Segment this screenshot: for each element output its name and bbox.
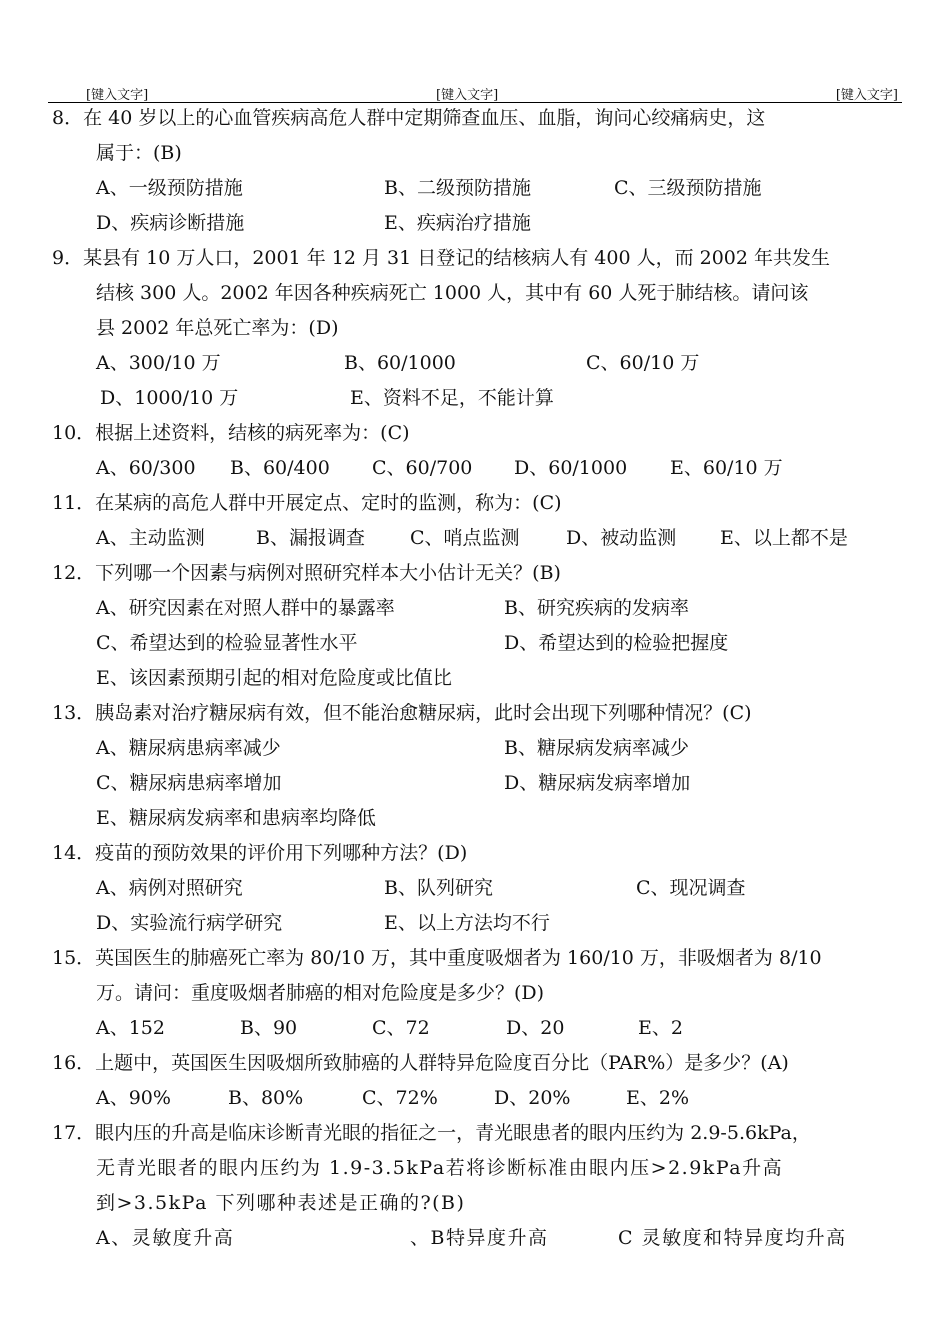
q11-option-e: E、以上都不是 [720, 527, 848, 549]
q16-option-b: B、80% [228, 1087, 304, 1109]
q8-option-e: E、疾病治疗措施 [384, 212, 531, 234]
q15-stem-line1: 15．英国医生的肺癌死亡率为 80/10 万，其中重度吸烟者为 160/10 万，非吸烟者为 8/10 [52, 947, 822, 969]
q17-option-c: C 灵敏度和特异度均升高 [618, 1227, 847, 1249]
q9-option-c: C、60/10 万 [586, 352, 700, 374]
q10-option-e: E、60/10 万 [670, 457, 783, 479]
page-header [48, 84, 902, 103]
q16-option-e: E、2% [626, 1087, 690, 1109]
q9-option-e: E、资料不足，不能计算 [350, 387, 554, 409]
q17-option-b: 、B特异度升高 [410, 1227, 549, 1249]
q13-option-a: A、糖尿病患病率减少 [96, 737, 281, 759]
q10-stem: 10．根据上述资料，结核的病死率为：(C) [52, 422, 410, 444]
q8-option-a: A、一级预防措施 [96, 177, 243, 199]
q17-stem-line3: 到>3.5kPa 下列哪种表述是正确的?(B) [96, 1192, 466, 1214]
q14-option-c: C、现况调查 [636, 877, 746, 899]
header-center-placeholder: [键入文字] [436, 88, 499, 103]
q17-stem-line2: 无青光眼者的眼内压约为 1.9-3.5kPa若将诊断标准由眼内压>2.9kPa升高 [96, 1157, 784, 1179]
q14-option-d: D、实验流行病学研究 [96, 912, 283, 934]
q9-option-d: D、1000/10 万 [100, 387, 239, 409]
q14-option-b: B、队列研究 [384, 877, 493, 899]
q12-option-a: A、研究因素在对照人群中的暴露率 [96, 597, 395, 619]
q15-option-b: B、90 [240, 1017, 298, 1039]
q13-option-b: B、糖尿病发病率减少 [504, 737, 689, 759]
q12-stem: 12．下列哪一个因素与病例对照研究样本大小估计无关？(B) [52, 562, 561, 584]
q10-option-a: A、60/300 [96, 457, 196, 479]
q16-stem: 16．上题中，英国医生因吸烟所致肺癌的人群特异危险度百分比（PAR%）是多少？(A) [52, 1052, 789, 1074]
q15-stem-line2: 万。请问：重度吸烟者肺癌的相对危险度是多少？(D) [96, 982, 545, 1004]
q14-stem: 14．疫苗的预防效果的评价用下列哪种方法？(D) [52, 842, 468, 864]
q10-option-c: C、60/700 [372, 457, 473, 479]
header-right-placeholder: [键入文字] [835, 88, 898, 103]
q15-option-e: E、2 [638, 1017, 683, 1039]
q17-stem-line1: 17．眼内压的升高是临床诊断青光眼的指征之一，青光眼患者的眼内压约为 2.9-5.6kPa， [52, 1122, 811, 1144]
q9-stem-line3: 县 2002 年总死亡率为：(D) [96, 317, 339, 339]
q9-stem-line1: 9．某县有 10 万人口，2001 年 12 月 31 日登记的结核病人有 400 人，而 2002 年共发生 [52, 247, 831, 269]
q12-option-e: E、该因素预期引起的相对危险度或比值比 [96, 667, 452, 689]
q12-option-b: B、研究疾病的发病率 [504, 597, 689, 619]
q10-option-d: D、60/1000 [514, 457, 628, 479]
q16-option-a: A、90% [96, 1087, 171, 1109]
q14-option-e: E、以上方法均不行 [384, 912, 550, 934]
q11-option-b: B、漏报调查 [256, 527, 365, 549]
q17-option-a: A、灵敏度升高 [96, 1227, 235, 1249]
q8-option-c: C、三级预防措施 [614, 177, 762, 199]
q11-option-c: C、哨点监测 [410, 527, 520, 549]
q8-option-b: B、二级预防措施 [384, 177, 531, 199]
q12-option-d: D、希望达到的检验把握度 [504, 632, 729, 654]
q14-option-a: A、病例对照研究 [96, 877, 243, 899]
q13-option-e: E、糖尿病发病率和患病率均降低 [96, 807, 376, 829]
q11-option-d: D、被动监测 [566, 527, 677, 549]
q9-stem-line2: 结核 300 人。2002 年因各种疾病死亡 1000 人，其中有 60 人死于肺结核。请问该 [96, 282, 809, 304]
q8-option-d: D、疾病诊断措施 [96, 212, 245, 234]
q16-option-d: D、20% [494, 1087, 571, 1109]
q15-option-d: D、20 [506, 1017, 565, 1039]
q11-option-a: A、主动监测 [96, 527, 205, 549]
q11-stem: 11．在某病的高危人群中开展定点、定时的监测，称为：(C) [52, 492, 562, 514]
q16-option-c: C、72% [362, 1087, 438, 1109]
q15-option-c: C、72 [372, 1017, 430, 1039]
q8-stem-line2: 属于：(B) [96, 142, 182, 164]
q9-option-a: A、300/10 万 [96, 352, 221, 374]
q13-stem: 13．胰岛素对治疗糖尿病有效，但不能治愈糖尿病，此时会出现下列哪种情况？(C) [52, 702, 752, 724]
q10-option-b: B、60/400 [230, 457, 330, 479]
q12-option-c: C、希望达到的检验显著性水平 [96, 632, 358, 654]
q13-option-d: D、糖尿病发病率增加 [504, 772, 691, 794]
q13-option-c: C、糖尿病患病率增加 [96, 772, 282, 794]
q15-option-a: A、152 [96, 1017, 165, 1039]
header-left-placeholder: [键入文字] [86, 88, 149, 103]
q9-option-b: B、60/1000 [344, 352, 456, 374]
q8-stem-line1: 8．在 40 岁以上的心血管疾病高危人群中定期筛查血压、血脂，询问心绞痛病史，这 [52, 107, 766, 129]
